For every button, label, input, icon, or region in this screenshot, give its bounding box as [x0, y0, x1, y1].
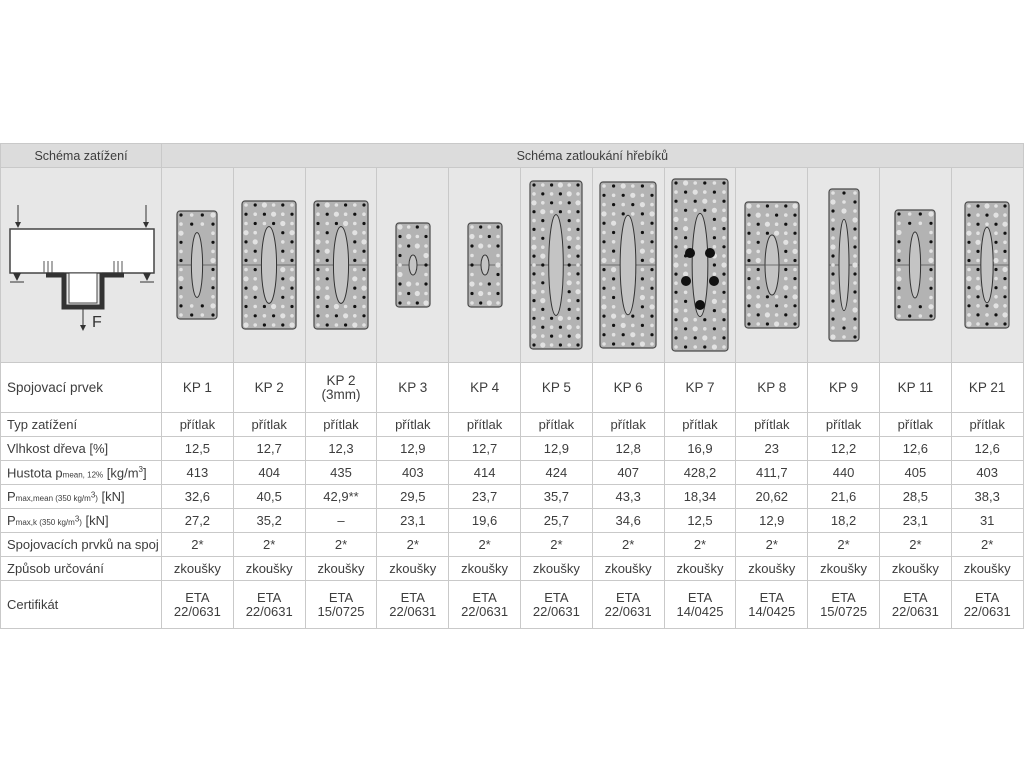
value-cell: přítlak [951, 413, 1023, 437]
value-cell: zkoušky [879, 557, 951, 581]
density-row [1, 461, 1024, 485]
connector-name: KP 4 [470, 379, 500, 395]
value-cell: 414 [449, 461, 521, 485]
value-cell: 28,5 [879, 485, 951, 509]
plate-diagram [529, 180, 583, 350]
value-cell: 35,2 [233, 509, 305, 533]
value-cell: 12,9 [520, 437, 592, 461]
comparison-table [0, 143, 1024, 629]
value-cell: 12,3 [305, 437, 377, 461]
value-cell: přítlak [592, 413, 664, 437]
value-cell: 2* [664, 533, 736, 557]
value-cell [808, 363, 880, 413]
plate-drawing-cell [879, 168, 951, 363]
value-cell: 23 [736, 437, 808, 461]
value-cell [449, 363, 521, 413]
value-cell: ETA 15/0725 [305, 581, 377, 629]
plate-drawing-cell [449, 168, 521, 363]
fasteners-per-joint-row [1, 533, 1024, 557]
load-schema-diagram [6, 195, 156, 335]
value-cell: 16,9 [664, 437, 736, 461]
plate-drawing-cell [162, 168, 234, 363]
value-cell: 43,3 [592, 485, 664, 509]
row-label: Hustota pmean, 12% $[kg/m^3]$ [1, 461, 162, 485]
value-cell: přítlak [879, 413, 951, 437]
connector-name: KP 21 [968, 379, 1006, 395]
plate-drawing-cell [377, 168, 449, 363]
value-cell: 29,5 [377, 485, 449, 509]
value-cell: zkoušky [520, 557, 592, 581]
value-cell: ETA 22/0631 [449, 581, 521, 629]
value-cell [592, 363, 664, 413]
connector-name: KP 2 [326, 372, 356, 388]
value-cell: zkoušky [233, 557, 305, 581]
value-cell: 12,5 [664, 509, 736, 533]
row-label: Spojovací prvek [1, 363, 162, 413]
row-label: Certifikát [1, 581, 162, 629]
value-cell: 2* [808, 533, 880, 557]
value-cell: 2* [233, 533, 305, 557]
row-label: Pmax,k (350 kg/m3) [kN] [1, 509, 162, 533]
connector-name: KP 11 [897, 379, 934, 395]
value-cell: ETA 22/0631 [951, 581, 1023, 629]
value-cell: 31 [951, 509, 1023, 533]
value-cell: 18,2 [808, 509, 880, 533]
plate-drawing-cell [736, 168, 808, 363]
value-cell: přítlak [305, 413, 377, 437]
value-cell: přítlak [233, 413, 305, 437]
value-cell: ETA 22/0631 [879, 581, 951, 629]
row-label: Pmax,mean (350 kg/m3) [kN] [1, 485, 162, 509]
load-schema-header: Schéma zatížení [1, 144, 162, 168]
connector-name: KP 5 [541, 379, 571, 395]
value-cell: 32,6 [162, 485, 234, 509]
value-cell: 40,5 [233, 485, 305, 509]
plate-drawing-cell [233, 168, 305, 363]
value-cell: 12,8 [592, 437, 664, 461]
value-cell [951, 363, 1023, 413]
wood-moisture-row [1, 437, 1024, 461]
value-cell: 35,7 [520, 485, 592, 509]
value-cell: ETA 22/0631 [377, 581, 449, 629]
value-cell: zkoušky [162, 557, 234, 581]
schema-images-row [1, 168, 1024, 363]
plate-drawing-cell [305, 168, 377, 363]
nailing-schema-header: Schéma zatloukání hřebíků [162, 144, 1024, 168]
plate-drawing-cell [520, 168, 592, 363]
value-cell [736, 363, 808, 413]
value-cell: 23,1 [879, 509, 951, 533]
plate-diagram [241, 200, 297, 330]
value-cell [664, 363, 736, 413]
value-cell: 12,9 [736, 509, 808, 533]
value-cell: 18,34 [664, 485, 736, 509]
pmax-k-row [1, 509, 1024, 533]
value-cell: 12,6 [879, 437, 951, 461]
value-cell: 23,1 [377, 509, 449, 533]
value-cell: přítlak [449, 413, 521, 437]
connector-name: KP 7 [685, 379, 715, 395]
plate-diagram [395, 222, 431, 308]
value-cell: ETA 14/0425 [664, 581, 736, 629]
connector-name-suffix: (3mm) [321, 386, 361, 402]
value-cell: 2* [162, 533, 234, 557]
row-label: Typ zatížení [1, 413, 162, 437]
value-cell [879, 363, 951, 413]
certificate-row [1, 581, 1024, 629]
value-cell: zkoušky [449, 557, 521, 581]
value-cell: ETA 22/0631 [520, 581, 592, 629]
value-cell: 25,7 [520, 509, 592, 533]
value-cell: 12,2 [808, 437, 880, 461]
value-cell [162, 363, 234, 413]
connector-name: KP 3 [398, 379, 428, 395]
value-cell: 440 [808, 461, 880, 485]
connector-name: KP 9 [829, 379, 859, 395]
pmax-mean-row [1, 485, 1024, 509]
value-cell: ETA 22/0631 [592, 581, 664, 629]
determination-method-row [1, 557, 1024, 581]
value-cell: 2* [951, 533, 1023, 557]
value-cell: – [305, 509, 377, 533]
value-cell: zkoušky [736, 557, 808, 581]
value-cell: 2* [520, 533, 592, 557]
value-cell: 405 [879, 461, 951, 485]
value-cell: zkoušky [377, 557, 449, 581]
value-cell: přítlak [377, 413, 449, 437]
connector-name: KP 8 [757, 379, 787, 395]
plate-diagram [828, 188, 860, 342]
connector-name: KP 1 [182, 379, 212, 395]
value-cell: 34,6 [592, 509, 664, 533]
value-cell: 12,7 [449, 437, 521, 461]
value-cell: 38,3 [951, 485, 1023, 509]
load-schema-cell [1, 168, 162, 363]
header-row [1, 144, 1024, 168]
value-cell [305, 363, 377, 413]
value-cell: 2* [736, 533, 808, 557]
load-type-row [1, 413, 1024, 437]
value-cell: 403 [951, 461, 1023, 485]
plate-diagram [964, 201, 1010, 329]
value-cell: 411,7 [736, 461, 808, 485]
value-cell: 2* [305, 533, 377, 557]
value-cell: přítlak [736, 413, 808, 437]
value-cell: 12,9 [377, 437, 449, 461]
value-cell: 42,9** [305, 485, 377, 509]
value-cell [377, 363, 449, 413]
value-cell: přítlak [162, 413, 234, 437]
value-cell: 435 [305, 461, 377, 485]
value-cell: 12,7 [233, 437, 305, 461]
value-cell: zkoušky [305, 557, 377, 581]
plate-diagram [467, 222, 503, 308]
value-cell: ETA 14/0425 [736, 581, 808, 629]
value-cell: ETA 22/0631 [162, 581, 234, 629]
plate-diagram [599, 181, 657, 349]
row-label: Způsob určování [1, 557, 162, 581]
value-cell: ETA 15/0725 [808, 581, 880, 629]
value-cell: zkoušky [592, 557, 664, 581]
value-cell: 2* [879, 533, 951, 557]
row-label: Vlhkost dřeva [%] [1, 437, 162, 461]
plate-drawing-cell [808, 168, 880, 363]
plate-diagram [894, 209, 936, 321]
row-label: Spojovacích prvků na spoj [1, 533, 162, 557]
connector-name-row [1, 363, 1024, 413]
value-cell: 424 [520, 461, 592, 485]
value-cell: přítlak [664, 413, 736, 437]
plate-diagram [744, 201, 800, 329]
value-cell [233, 363, 305, 413]
plate-drawing-cell [592, 168, 664, 363]
plate-drawing-cell [951, 168, 1023, 363]
plate-diagram [313, 200, 369, 330]
value-cell: přítlak [808, 413, 880, 437]
value-cell: 19,6 [449, 509, 521, 533]
plate-diagram [176, 210, 218, 320]
value-cell: zkoušky [664, 557, 736, 581]
force-label: F [92, 314, 102, 331]
value-cell: 404 [233, 461, 305, 485]
value-cell: 407 [592, 461, 664, 485]
value-cell: 20,62 [736, 485, 808, 509]
value-cell: zkoušky [951, 557, 1023, 581]
value-cell: 2* [592, 533, 664, 557]
value-cell: 12,5 [162, 437, 234, 461]
value-cell: 21,6 [808, 485, 880, 509]
value-cell: přítlak [520, 413, 592, 437]
value-cell: 403 [377, 461, 449, 485]
plate-diagram [671, 178, 729, 352]
value-cell: ETA 22/0631 [233, 581, 305, 629]
value-cell: 2* [377, 533, 449, 557]
connector-name: KP 2 [254, 379, 284, 395]
value-cell: 2* [449, 533, 521, 557]
value-cell: 12,6 [951, 437, 1023, 461]
plate-drawing-cell [664, 168, 736, 363]
value-cell: 23,7 [449, 485, 521, 509]
value-cell [520, 363, 592, 413]
value-cell: 413 [162, 461, 234, 485]
value-cell: 27,2 [162, 509, 234, 533]
connector-name: KP 6 [613, 379, 643, 395]
value-cell: zkoušky [808, 557, 880, 581]
value-cell: 428,2 [664, 461, 736, 485]
